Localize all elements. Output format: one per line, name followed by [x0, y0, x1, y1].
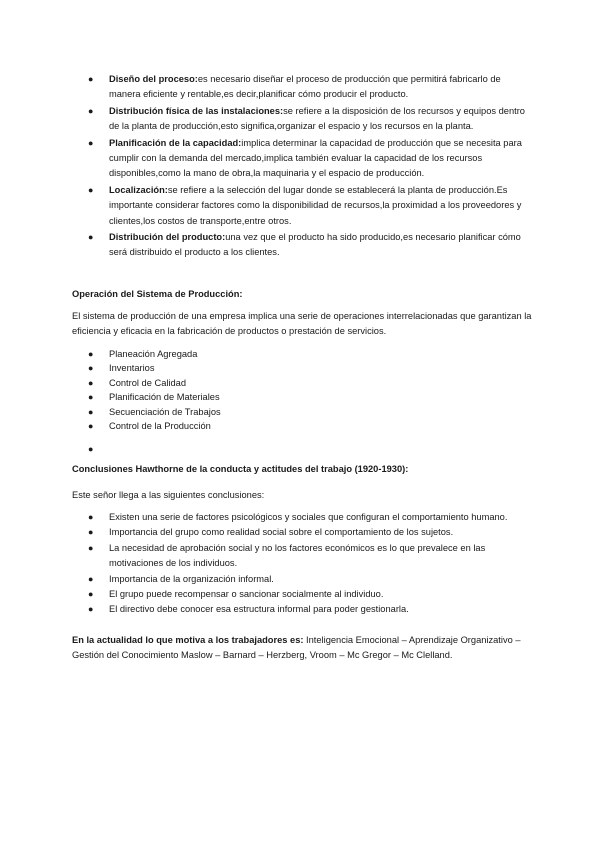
list-item	[85, 390, 525, 404]
operation-heading	[72, 287, 532, 302]
term-text: es necesario diseñar el proceso de producción que permitirá fabricarlo de manera eficiente y rentable,es decir,planificar cómo producir el producto.	[109, 74, 501, 100]
item-text: El directivo debe conocer esa estructura informal para poder gestionarla.	[109, 604, 409, 615]
list-item	[85, 602, 525, 617]
motivation-paragraph	[72, 633, 532, 664]
term-text: una vez que el producto ha sido producido,es necesario planificar cómo será distribuido el producto a los clientes.	[109, 232, 521, 258]
list-item	[85, 510, 525, 525]
list-item	[85, 104, 525, 135]
item-text: Inventarios	[109, 363, 155, 374]
bullet-icon: ●	[88, 105, 94, 116]
design-list	[85, 72, 525, 261]
term: Diseño del proceso:	[109, 74, 198, 84]
term: Localización:	[109, 184, 168, 195]
list-item	[85, 572, 525, 587]
bullet-icon: ●	[88, 184, 94, 195]
bullet-icon: ●	[88, 573, 94, 584]
heading-text: Conclusiones Hawthorne de la conducta y actitudes del trabajo (1920-1930):	[72, 464, 409, 474]
list-item	[85, 347, 525, 361]
item-text: Existen una serie de factores psicológicos y sociales que configuran el comportamiento humano.	[109, 512, 508, 522]
item-text: El grupo puede recompensar o sancionar socialmente al individuo.	[109, 589, 384, 600]
bullet-icon: ●	[88, 512, 94, 522]
hawthorne-list	[85, 510, 525, 618]
item-text: Planeación Agregada	[109, 349, 198, 359]
motivation-text: Inteligencia Emocional – Aprendizaje Organizativo – Gestión del Conocimiento Maslow – Barnard – Herzberg, Vroom – Mc Gregor – Mc Clelland.	[72, 635, 521, 661]
hawthorne-heading	[72, 462, 532, 477]
item-text: Control de la Producción	[109, 421, 211, 432]
hawthorne-intro: Este señor llega a las siguientes conclusiones:	[72, 490, 265, 500]
bullet-icon: ●	[88, 232, 94, 243]
bullet-icon: ●	[88, 589, 94, 600]
list-item	[85, 541, 525, 572]
bullet-icon: ●	[88, 604, 94, 615]
term-text: se refiere a la disposición de los recursos y equipos dentro de la planta de producción,esto significa,organizar el espacio y los recursos en la planta.	[109, 105, 525, 132]
list-item	[85, 442, 525, 456]
bullet-icon: ●	[88, 444, 94, 455]
term: Distribución del producto:	[109, 232, 226, 243]
list-item	[85, 230, 525, 261]
list-item	[85, 405, 525, 419]
term: Planificación de la capacidad:	[109, 137, 242, 148]
bullet-icon: ●	[88, 74, 94, 84]
bullet-icon: ●	[88, 392, 94, 403]
list-item	[85, 587, 525, 602]
item-text: Control de Calidad	[109, 377, 187, 388]
bullet-icon: ●	[88, 349, 94, 359]
item-text: La necesidad de aprobación social y no los factores económicos es lo que prevalece en las motivaciones de los individuos.	[109, 542, 486, 569]
bullet-icon: ●	[88, 363, 94, 374]
item-text: Importancia de la organización informal.	[109, 573, 274, 584]
bullet-icon: ●	[88, 421, 94, 432]
item-text: Planificación de Materiales	[109, 392, 220, 403]
list-item	[85, 419, 525, 433]
bullet-icon: ●	[88, 527, 94, 538]
list-item	[85, 183, 525, 229]
bullet-icon: ●	[88, 542, 94, 553]
item-text: Importancia del grupo como realidad social sobre el comportamiento de los sujetos.	[109, 527, 454, 538]
list-item	[85, 72, 525, 103]
list-item	[85, 136, 525, 182]
list-item	[85, 361, 525, 375]
bullet-icon: ●	[88, 377, 94, 388]
list-item	[85, 376, 525, 390]
heading-text: Operación del Sistema de Producción:	[72, 289, 243, 299]
bullet-icon: ●	[88, 406, 94, 417]
term-text: se refiere a la selección del lugar donde se establecerá la planta de producción.Es importante considerar factores como la disponibilidad de recursos,la proximidad a los proveedores y clientes,los costos de transporte,entre otros.	[109, 184, 522, 226]
operation-list	[85, 347, 525, 457]
operation-intro: El sistema de producción de una empresa implica una serie de operaciones interrelacionadas que garantizan la eficiencia y eficacia en la fabricación de productos o prestación de servicios.	[72, 311, 532, 337]
list-item	[85, 525, 525, 540]
motivation-lead: En la actualidad lo que motiva a los trabajadores es:	[72, 635, 304, 645]
term: Distribución física de las instalaciones:	[109, 105, 284, 116]
item-text: Secuenciación de Trabajos	[109, 406, 221, 417]
term-text: implica determinar la capacidad de producción que se necesita para cumplir con la demanda del mercado,implica también evaluar la capacidad de los recursos disponibles,como la mano de obra,la maquinaria y el espacio de producción.	[109, 137, 522, 179]
bullet-icon: ●	[88, 137, 94, 148]
